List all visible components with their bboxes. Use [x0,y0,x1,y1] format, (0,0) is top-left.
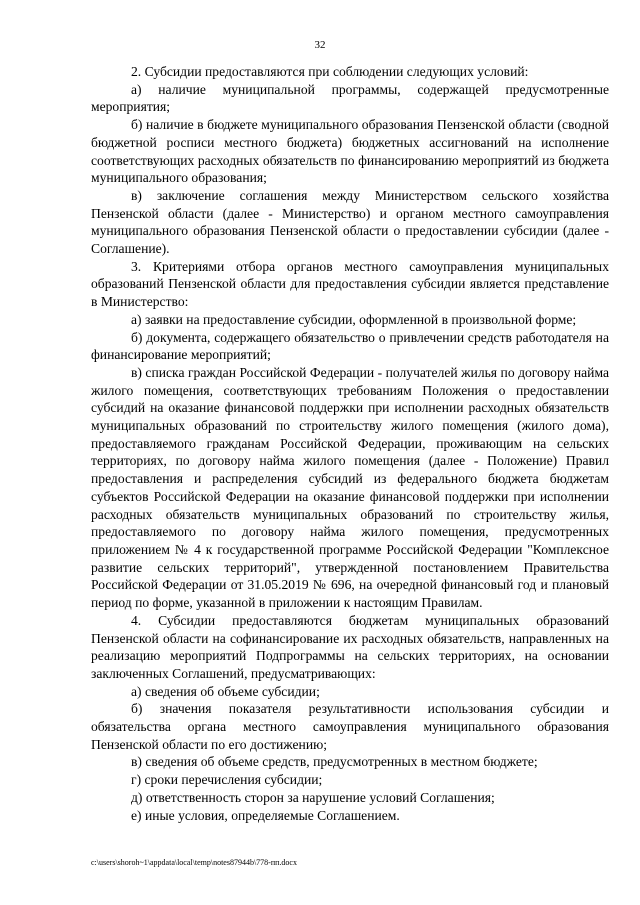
paragraph-3: 3. Критериями отбора органов местного самоуправления муниципальных образований Пензенской области для предоставления субсидии является представление в Министерство: [91,258,609,310]
paragraph-4d: д) ответственность сторон за нарушение условий Соглашения; [131,789,495,805]
footer-file-path: c:\users\shoroh~1\appdata\local\temp\notes87944b\778-пп.docx [91,858,297,867]
paragraph-4g: г) сроки перечисления субсидии; [131,772,323,788]
paragraph-2b: б) наличие в бюджете муниципального образования Пензенской области (сводной бюджетной росписи местного бюджета) бюджетных ассигнований на исполнение соответствующих расходных обязательств по финансированию мероприятий из бюджета муниципального образования; [91,117,609,186]
paragraph-3b: б) документа, содержащего обязательство о привлечении средств работодателя на финансирование мероприятий; [91,329,609,363]
paragraph-3v: в) списка граждан Российской Федерации - получателей жилья по договору найма жилого помещения, соответствующих требованиям Положения о предоставлении субсидий на оказание финансовой поддержки при исполнении расходных обязательств муниципальных образований по строительству жилого помещения (жилого дома), предоставляемого гражданам Российской Федерации, проживающим на сельских территориях, по договору найма жилого помещения (далее - Положение) Правил предоставления и распределения субсидий из федерального бюджета бюджетам субъектов Российской Федерации на оказание финансовой поддержки при исполнении расходных обязательств муниципальных образований по строительству жилья, предоставляемого по договору найма жилого помещения, предусмотренных приложением № 4 к государственной программе Российской Федерации "Комплексное развитие сельских территорий", утвержденной постановлением Правительства Российской Федерации от 31.05.2019 № 696, на очередной финансовый год и плановый период по форме, указанной в приложении к настоящим Правилам. [91,364,609,611]
paragraph-2: 2. Субсидии предоставляются при соблюдении следующих условий: [131,64,529,79]
paragraph-4a: а) сведения об объеме субсидии; [131,683,320,699]
page-number: 32 [314,39,326,51]
paragraph-4e: е) иные условия, определяемые Соглашением. [131,807,400,823]
paragraph-4v: в) сведения об объеме средств, предусмотренных в местном бюджете; [131,754,538,770]
paragraph-2a: а) наличие муниципальной программы, содержащей предусмотренные мероприятия; [91,81,609,115]
paragraph-4: 4. Субсидии предоставляются бюджетам муниципальных образований Пензенской области на софинансирование их расходных обязательств, направленных на реализацию мероприятий Подпрограммы на сельских территориях, на основании заключенных Соглашений, предусматривающих: [91,612,609,681]
paragraph-4b: б) значения показателя результативности использования субсидии и обязательства органа местного самоуправления муниципального образования Пензенской области по его достижению; [91,701,609,752]
paragraph-2v: в) заключение соглашения между Министерством сельского хозяйства Пензенской области (далее - Министерство) и органом местного самоуправления муниципального образования Пензенской области о предоставлении субсидии (далее - Соглашение). [91,187,609,257]
paragraph-3a: а) заявки на предоставление субсидии, оформленной в произвольной форме; [131,311,577,327]
document-body [91,63,609,824]
